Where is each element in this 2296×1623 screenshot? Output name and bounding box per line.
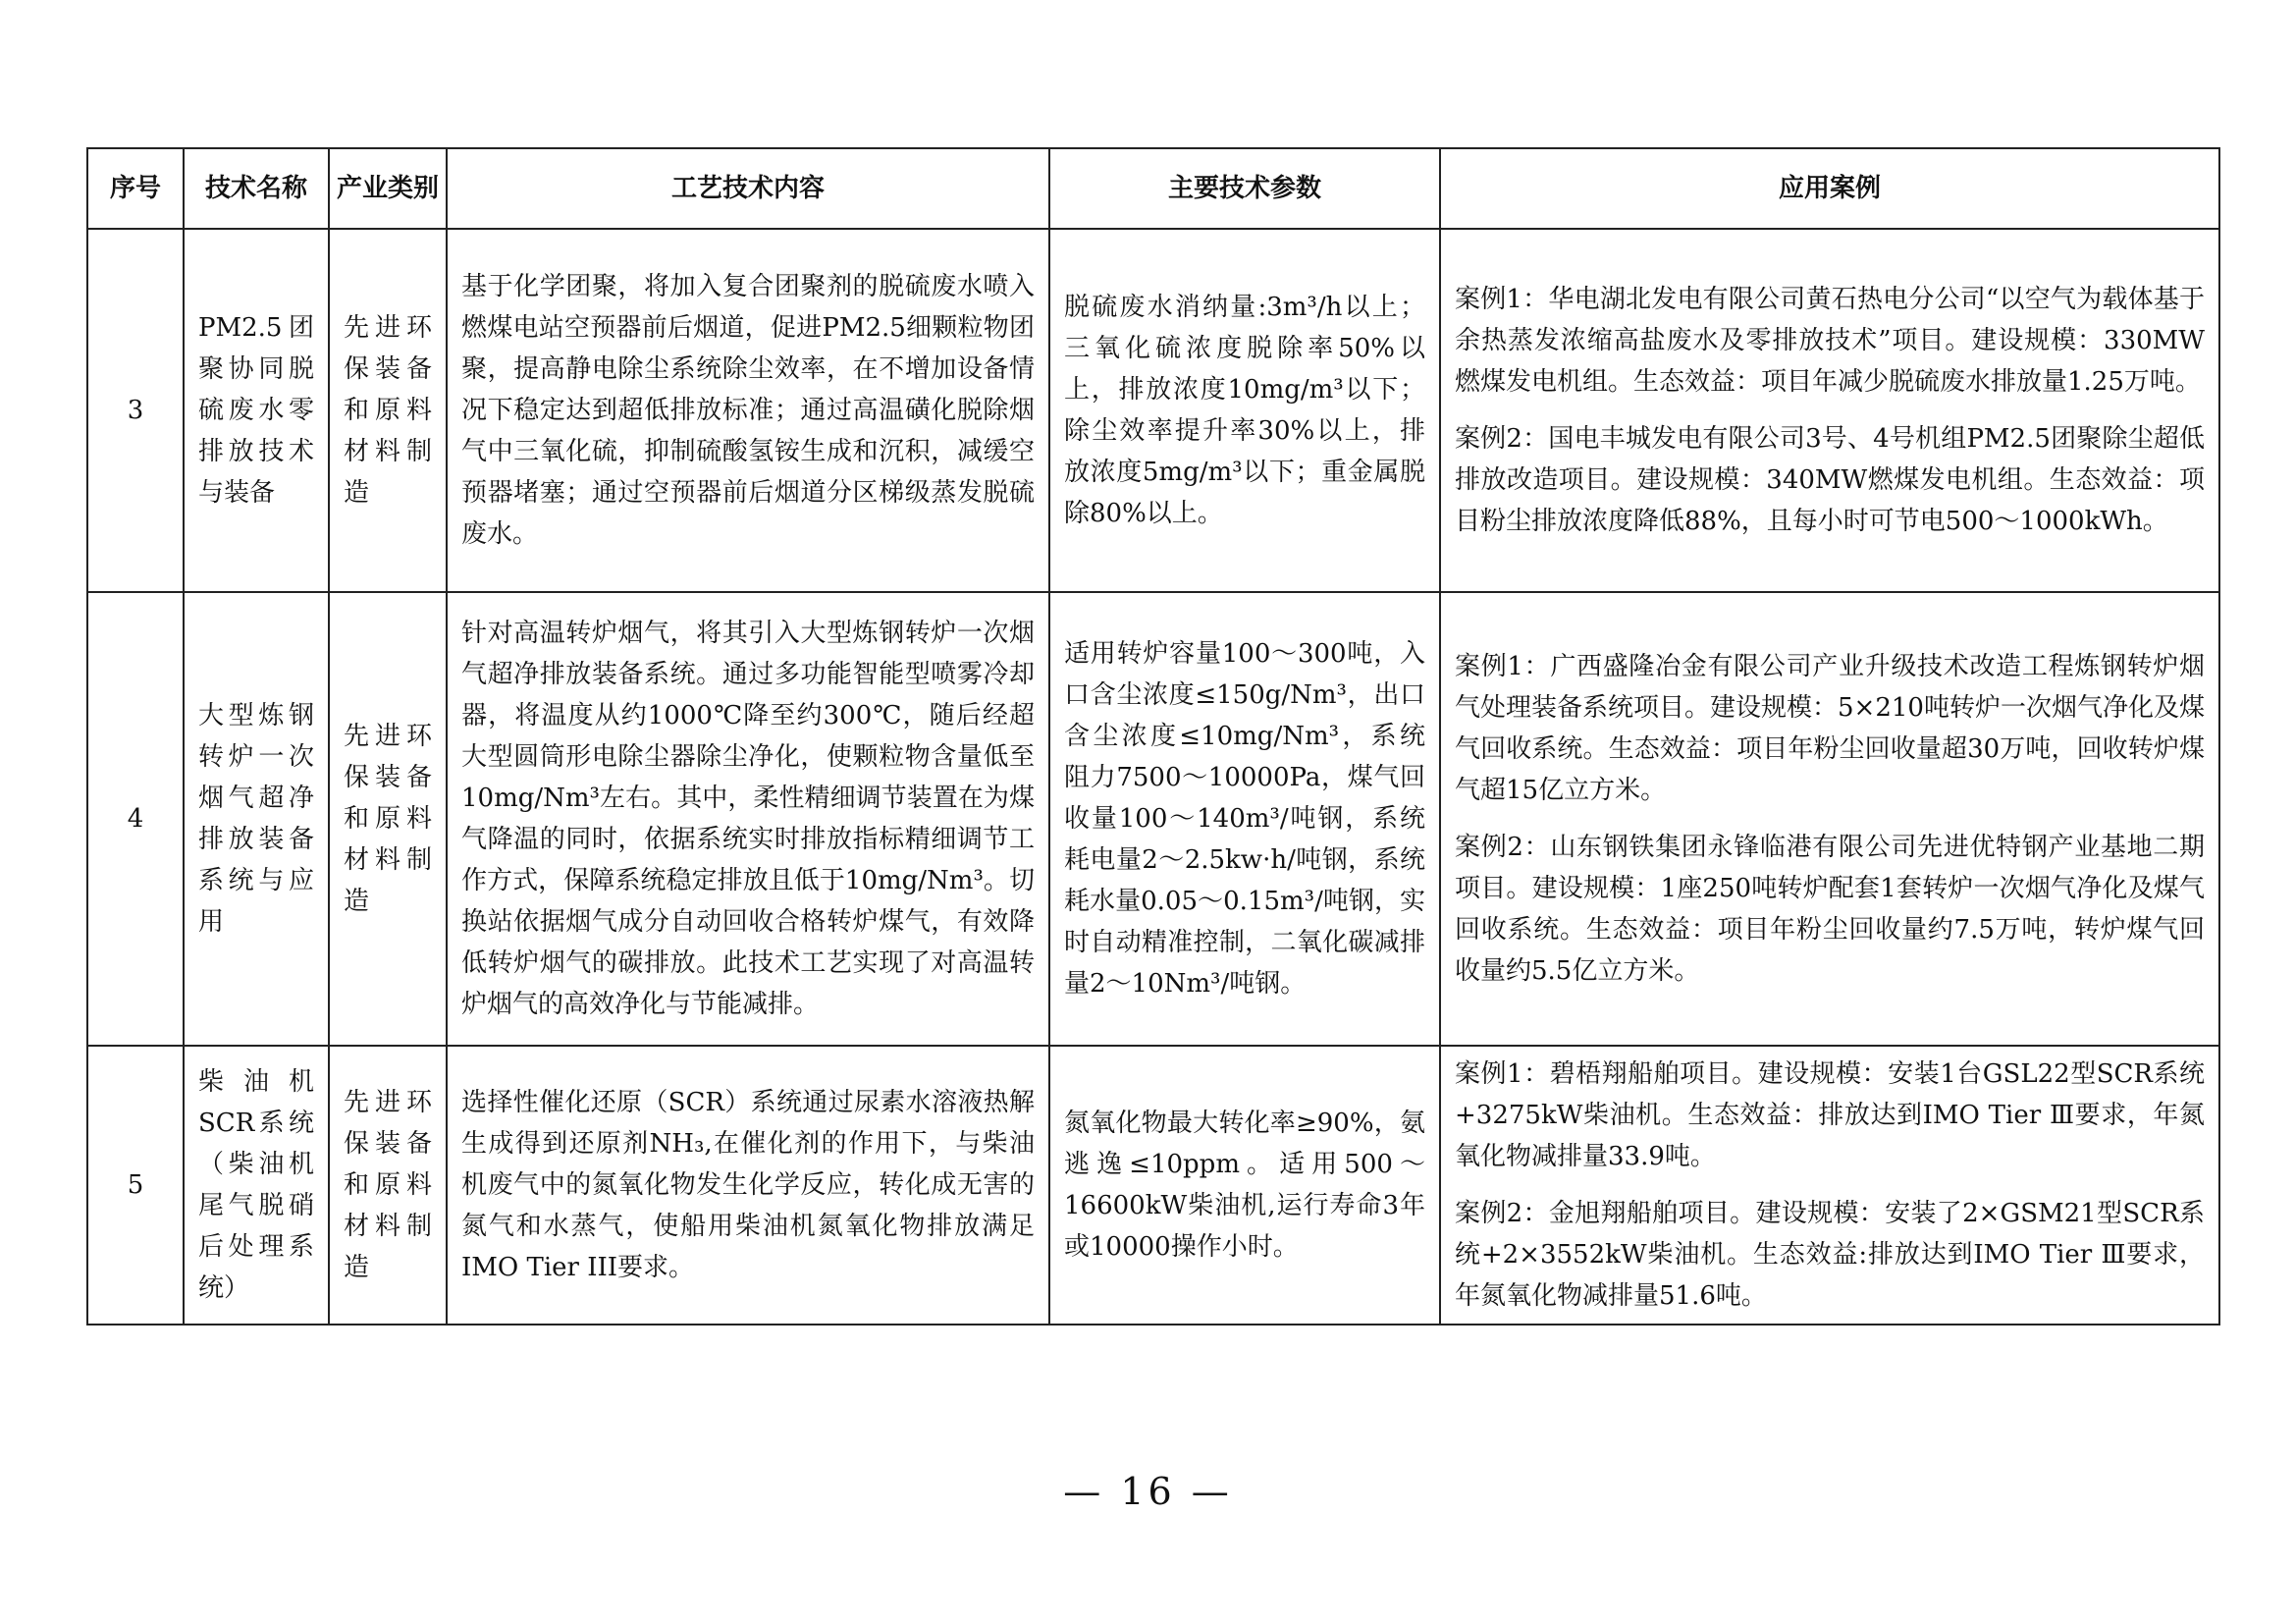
row-category: 先进环保装备和原料材料制造 (329, 229, 447, 592)
row-params: 脱硫废水消纳量:3m³/h以上；三氧化硫浓度脱除率50%以上，排放浓度10mg/m³以下；除尘效率提升率30%以上，排放浓度5mg/m³以下；重金属脱除80%以上。 (1049, 229, 1440, 592)
header-process: 工艺技术内容 (447, 148, 1049, 229)
row-seq: 5 (87, 1046, 184, 1325)
table-header-row (87, 148, 2219, 229)
row-process: 针对高温转炉烟气，将其引入大型炼钢转炉一次烟气超净排放装备系统。通过多功能智能型喷雾冷却器，将温度从约1000℃降至约300℃，随后经超大型圆筒形电除尘器除尘净化，使颗粒物含量低至10mg/Nm³左右。其中，柔性精细调节装置在为煤气降温的同时，依据系统实时排放指标精细调节工作方式，保障系统稳定排放且低于10mg/Nm³。切换站依据烟气成分自动回收合格转炉煤气，有效降低转炉烟气的碳排放。此技术工艺实现了对高温转炉烟气的高效净化与节能减排。 (447, 592, 1049, 1046)
row-seq: 4 (87, 592, 184, 1046)
case-item: 案例2：金旭翔船舶项目。建设规模：安装了2×GSM21型SCR系统+2×3552kW柴油机。生态效益:排放达到IMO Tier Ⅲ要求，年氮氧化物减排量51.6吨。 (1455, 1199, 2205, 1311)
header-params: 主要技术参数 (1049, 148, 1440, 229)
page-number: — 16 — (1063, 1470, 1233, 1513)
header-name: 技术名称 (184, 148, 329, 229)
row-category: 先进环保装备和原料材料制造 (329, 1046, 447, 1325)
row-cases (1440, 1046, 2219, 1325)
table-row (87, 592, 2219, 1046)
case-item: 案例1：碧梧翔船舶项目。建设规模：安装1台GSL22型SCR系统+3275kW柴油机。生态效益：排放达到IMO Tier Ⅲ要求，年氮氧化物减排量33.9吨。 (1455, 1059, 2205, 1171)
row-tech-name: PM2.5团聚协同脱硫废水零排放技术与装备 (184, 229, 329, 592)
case-item: 案例2：国电丰城发电有限公司3号、4号机组PM2.5团聚除尘超低排放改造项目。建设规模：340MW燃煤发电机组。生态效益：项目粉尘排放浓度降低88%，且每小时可节电500～1000kWh。 (1455, 424, 2205, 536)
row-seq: 3 (87, 229, 184, 592)
header-category: 产业类别 (329, 148, 447, 229)
table-row (87, 229, 2219, 592)
case-item: 案例1：华电湖北发电有限公司黄石热电分公司“以空气为载体基于余热蒸发浓缩高盐废水及零排放技术”项目。建设规模：330MW燃煤发电机组。生态效益：项目年减少脱硫废水排放量1.25万吨。 (1455, 285, 2205, 397)
row-cases (1440, 592, 2219, 1046)
row-process: 基于化学团聚，将加入复合团聚剂的脱硫废水喷入燃煤电站空预器前后烟道，促进PM2.5细颗粒物团聚，提高静电除尘系统除尘效率，在不增加设备情况下稳定达到超低排放标准；通过高温磺化脱除烟气中三氧化硫，抑制硫酸氢铵生成和沉积，减缓空预器堵塞；通过空预器前后烟道分区梯级蒸发脱硫废水。 (447, 229, 1049, 592)
row-params: 适用转炉容量100～300吨，入口含尘浓度≤150g/Nm³，出口含尘浓度≤10mg/Nm³，系统阻力7500～10000Pa，煤气回收量100～140m³/吨钢，系统耗电量2～2.5kw·h/吨钢，系统耗水量0.05～0.15m³/吨钢，实时自动精准控制，二氧化碳减排量2～10Nm³/吨钢。 (1049, 592, 1440, 1046)
case-item: 案例2：山东钢铁集团永锋临港有限公司先进优特钢产业基地二期项目。建设规模：1座250吨转炉配套1套转炉一次烟气净化及煤气回收系统。生态效益：项目年粉尘回收量约7.5万吨，转炉煤气回收量约5.5亿立方米。 (1455, 833, 2205, 986)
row-process: 选择性催化还原（SCR）系统通过尿素水溶液热解生成得到还原剂NH₃,在催化剂的作用下，与柴油机废气中的氮氧化物发生化学反应，转化成无害的氮气和水蒸气，使船用柴油机氮氧化物排放满足IMO Tier III要求。 (447, 1046, 1049, 1325)
row-params: 氮氧化物最大转化率≥90%，氨逃逸≤10ppm。适用500～16600kW柴油机,运行寿命3年或10000操作小时。 (1049, 1046, 1440, 1325)
case-item: 案例1：广西盛隆冶金有限公司产业升级技术改造工程炼钢转炉烟气处理装备系统项目。建设规模：5×210吨转炉一次烟气净化及煤气回收系统。生态效益：项目年粉尘回收量超30万吨，回收转炉煤气超15亿立方米。 (1455, 652, 2205, 805)
row-category: 先进环保装备和原料材料制造 (329, 592, 447, 1046)
row-tech-name: 柴油机SCR系统（柴油机尾气脱硝后处理系统） (184, 1046, 329, 1325)
row-cases (1440, 229, 2219, 592)
table-row (87, 1046, 2219, 1325)
row-tech-name: 大型炼钢转炉一次烟气超净排放装备系统与应用 (184, 592, 329, 1046)
header-cases: 应用案例 (1440, 148, 2219, 229)
header-seq: 序号 (87, 148, 184, 229)
technology-table (86, 147, 2220, 1325)
